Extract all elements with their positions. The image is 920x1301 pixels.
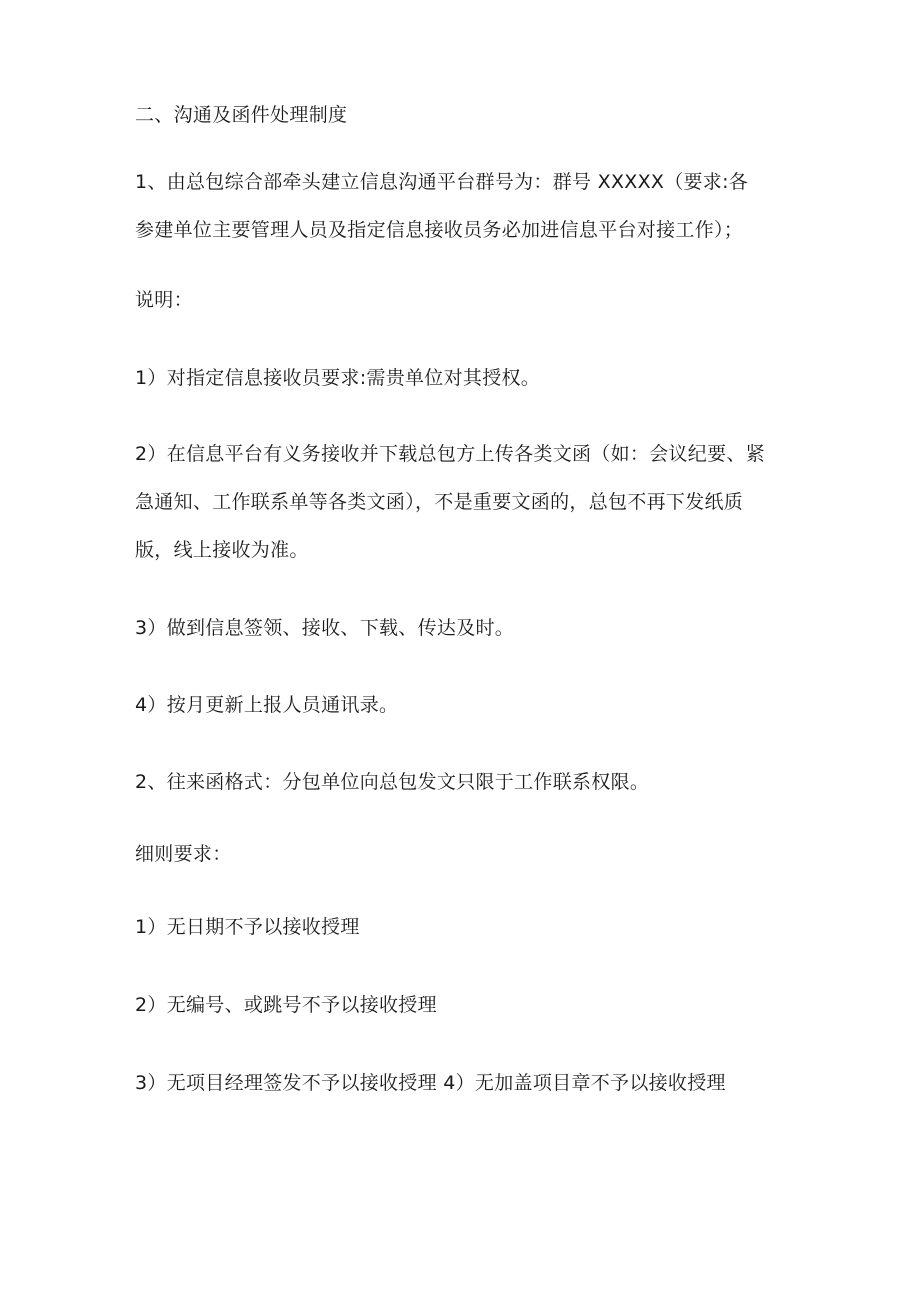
rule-1: 1）无日期不予以接收授理 (135, 916, 360, 938)
rules-label: 细则要求： (135, 843, 232, 865)
note-item-3: 3）做到信息签领、接收、下载、传达及时。 (135, 617, 515, 639)
item-1-line-1: 1、由总包综合部牵头建立信息沟通平台群号为：群号 XXXXX（要求:各 (135, 171, 749, 193)
note-item-2-line-3: 版，线上接收为准。 (135, 539, 309, 561)
note-item-2-line-1: 2）在信息平台有义务接收并下载总包方上传各类文函（如：会议纪要、紧 (135, 443, 765, 465)
rule-3: 3）无项目经理签发不予以接收授理 4）无加盖项目章不予以接收授理 (135, 1072, 726, 1094)
note-item-2-line-2: 急通知、工作联系单等各类文函），不是重要文函的，总包不再下发纸质 (135, 491, 744, 513)
note-item-1: 1）对指定信息接收员要求:需贵单位对其授权。 (135, 367, 541, 389)
item-2: 2、往来函格式：分包单位向总包发文只限于工作联系权限。 (135, 771, 650, 793)
rule-2: 2）无编号、或跳号不予以接收授理 (135, 994, 437, 1016)
note-item-4: 4）按月更新上报人员通讯录。 (135, 694, 399, 716)
item-1-line-2: 参建单位主要管理人员及指定信息接收员务必加进信息平台对接工作）； (135, 219, 744, 241)
note-label: 说明： (135, 289, 193, 311)
section-heading: 二、沟通及函件处理制度 (135, 104, 348, 126)
